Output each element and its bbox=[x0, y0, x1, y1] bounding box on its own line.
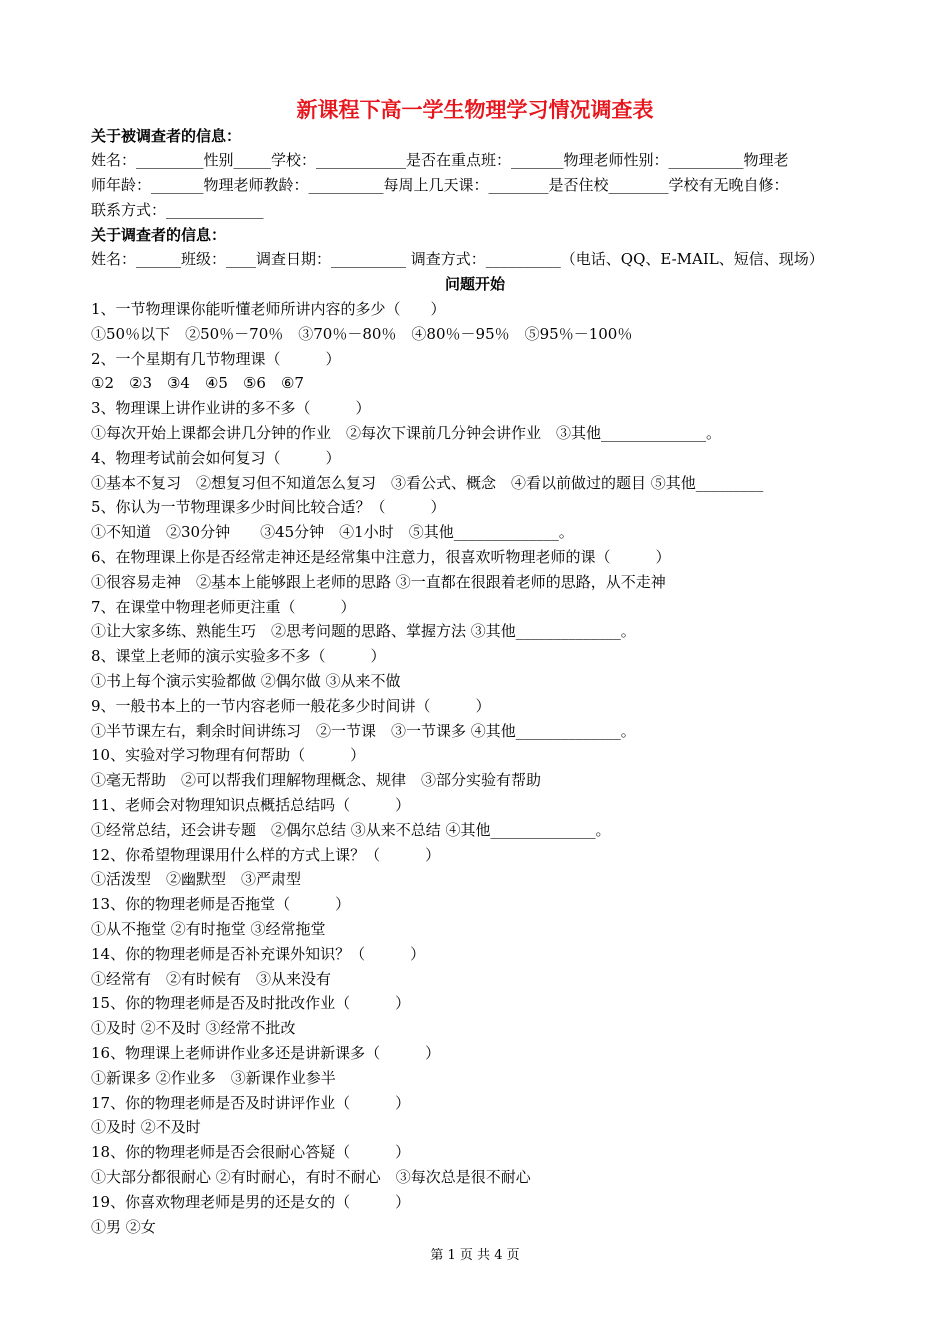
question-options: ①半节课左右，剩余时间讲练习 ②一节课 ③一节课多 ④其他______________。 bbox=[91, 721, 636, 740]
question-options: ①及时 ②不及时 bbox=[91, 1118, 201, 1137]
document-title: 新课程下高一学生物理学习情况调查表 bbox=[296, 98, 654, 122]
investigator-info-line: 姓名：______班级：____调查日期：__________ 调查方式：__________（电话、QQ、E-MAIL、短信、现场） bbox=[91, 250, 824, 268]
question-options: ①很容易走神 ②基本上能够跟上老师的思路 ③一直都在很跟着老师的思路，从不走神 bbox=[91, 572, 666, 591]
question-text: 1、一节物理课你能听懂老师所讲内容的多少（ ） bbox=[91, 300, 446, 318]
question-text: 17、你的物理老师是否及时讲评作业（ ） bbox=[91, 1093, 411, 1112]
question-options: ①经常总结，还会讲专题 ②偶尔总结 ③从来不总结 ④其他______________。 bbox=[91, 820, 611, 839]
question-options: ①让大家多练、熟能生巧 ②思考问题的思路、掌握方法 ③其他______________。 bbox=[91, 622, 636, 641]
question-options: ①2 ②3 ③4 ④5 ⑤6 ⑥7 bbox=[91, 374, 304, 393]
question-text: 10、实验对学习物理有何帮助（ ） bbox=[91, 746, 366, 765]
question-text: 8、课堂上老师的演示实验多不多（ ） bbox=[91, 647, 386, 666]
question-text: 18、你的物理老师是否会很耐心答疑（ ） bbox=[91, 1143, 411, 1162]
question-text: 12、你希望物理课用什么样的方式上课？（ ） bbox=[91, 845, 441, 864]
question-options: ①不知道 ②30分钟 ③45分钟 ④1小时 ⑤其他______________。 bbox=[91, 523, 574, 542]
question-options: ①每次开始上课都会讲几分钟的作业 ②每次下课前几分钟会讲作业 ③其他______________。 bbox=[91, 424, 722, 442]
question-options: ①经常有 ②有时候有 ③从来没有 bbox=[91, 969, 332, 988]
question-text: 16、物理课上老师讲作业多还是讲新课多（ ） bbox=[91, 1044, 441, 1062]
question-text: 19、你喜欢物理老师是男的还是女的（ ） bbox=[91, 1192, 411, 1211]
question-text: 7、在课堂中物理老师更注重（ ） bbox=[91, 597, 356, 616]
question-text: 4、物理考试前会如何复习（ ） bbox=[91, 448, 341, 467]
question-text: 6、在物理课上你是否经常走神还是经常集中注意力，很喜欢听物理老师的课（ ） bbox=[91, 548, 671, 566]
investigator-heading: 关于调查者的信息： bbox=[91, 226, 227, 244]
question-text: 13、你的物理老师是否拖堂（ ） bbox=[91, 895, 351, 914]
question-options: ①活泼型 ②幽默型 ③严肃型 bbox=[91, 870, 302, 889]
question-options: ①书上每个演示实验都做 ②偶尔做 ③从来不做 bbox=[91, 672, 401, 690]
respondent-info-line: 师年龄：_______物理老师教龄：__________每周上几天课：________是否住校________学校有无晚自修： bbox=[91, 176, 789, 194]
question-text: 9、一般书本上的一节内容老师一般花多少时间讲（ ） bbox=[91, 696, 491, 715]
respondent-contact-line: 联系方式：_____________ bbox=[91, 201, 264, 219]
question-text: 2、一个星期有几节物理课（ ） bbox=[91, 349, 341, 368]
question-options: ①基本不复习 ②想复习但不知道怎么复习 ③看公式、概念 ④看以前做过的题目 ⑤其他_________ bbox=[91, 473, 764, 492]
question-options: ①新课多 ②作业多 ③新课作业参半 bbox=[91, 1068, 336, 1087]
question-text: 11、老师会对物理知识点概括总结吗（ ） bbox=[91, 796, 411, 814]
question-options: ①从不拖堂 ②有时拖堂 ③经常拖堂 bbox=[91, 920, 326, 938]
question-options: ①毫无帮助 ②可以帮我们理解物理概念、规律 ③部分实验有帮助 bbox=[91, 771, 542, 790]
questions-start-heading: 问题开始 bbox=[444, 275, 505, 293]
question-options: ①50％以下 ②50％－70％ ③70％－80％ ④80％－95％ ⑤95％－100％ bbox=[91, 324, 633, 343]
respondent-info-line: 姓名：_________性别_____学校：____________是否在重点班：_______物理老师性别：__________物理老 bbox=[91, 151, 789, 169]
question-options: ①及时 ②不及时 ③经常不批改 bbox=[91, 1019, 296, 1038]
question-text: 14、你的物理老师是否补充课外知识？（ ） bbox=[91, 944, 426, 963]
respondent-heading: 关于被调查者的信息： bbox=[91, 127, 242, 145]
question-text: 15、你的物理老师是否及时批改作业（ ） bbox=[91, 994, 411, 1013]
question-options: ①男 ②女 bbox=[91, 1217, 156, 1236]
question-options: ①大部分都很耐心 ②有时耐心，有时不耐心 ③每次总是很不耐心 bbox=[91, 1168, 531, 1186]
question-text: 5、你认为一节物理课多少时间比较合适？（ ） bbox=[91, 498, 446, 517]
page-footer: 第 1 页 共 4 页 bbox=[430, 1248, 520, 1263]
question-text: 3、物理课上讲作业讲的多不多（ ） bbox=[91, 399, 371, 418]
